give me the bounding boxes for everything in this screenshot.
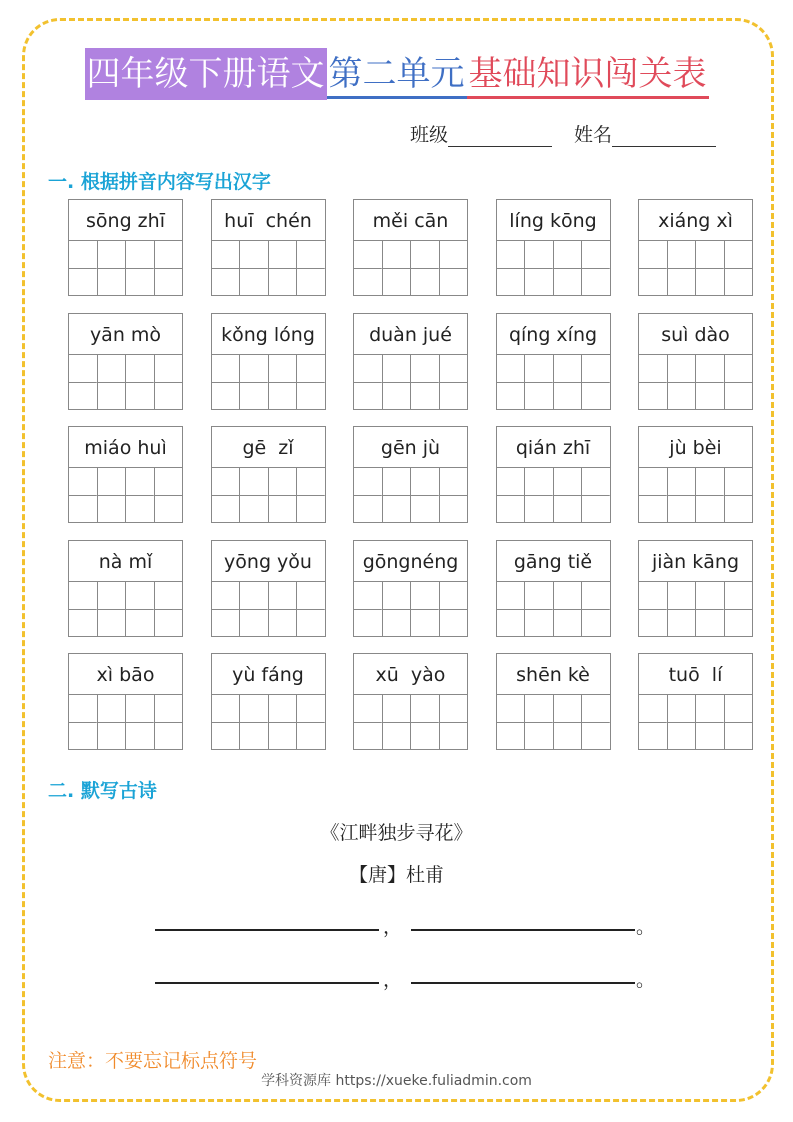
pinyin-cell bbox=[211, 540, 326, 637]
char-box[interactable] bbox=[582, 582, 610, 637]
char-box[interactable] bbox=[639, 355, 668, 410]
pinyin-cell bbox=[211, 426, 326, 523]
pinyin-label: yù fáng bbox=[212, 654, 325, 695]
char-box[interactable] bbox=[411, 355, 440, 410]
pinyin-cell bbox=[211, 199, 326, 296]
pinyin-label: qián zhī bbox=[497, 427, 610, 468]
char-box[interactable] bbox=[440, 582, 468, 637]
char-box[interactable] bbox=[212, 468, 241, 523]
char-box[interactable] bbox=[212, 695, 241, 750]
page-title bbox=[0, 48, 793, 100]
char-box[interactable] bbox=[212, 355, 241, 410]
pinyin-cell bbox=[353, 199, 468, 296]
writing-boxes bbox=[497, 468, 610, 523]
writing-boxes bbox=[354, 241, 467, 296]
pinyin-cell bbox=[353, 653, 468, 750]
char-box[interactable] bbox=[354, 241, 383, 296]
char-box[interactable] bbox=[98, 695, 127, 750]
pinyin-cell bbox=[68, 313, 183, 410]
char-box[interactable] bbox=[696, 355, 725, 410]
char-box[interactable] bbox=[354, 468, 383, 523]
char-box[interactable] bbox=[383, 241, 412, 296]
pinyin-label: xū yào bbox=[354, 654, 467, 695]
char-box[interactable] bbox=[240, 241, 269, 296]
char-box[interactable] bbox=[69, 695, 98, 750]
char-box[interactable] bbox=[126, 468, 155, 523]
pinyin-label: duàn jué bbox=[354, 314, 467, 355]
pinyin-cell bbox=[211, 653, 326, 750]
pinyin-cell bbox=[353, 540, 468, 637]
section1-heading: 一. 根据拼音内容写出汉字 bbox=[48, 171, 271, 193]
pinyin-label: kǒng lóng bbox=[212, 314, 325, 355]
writing-boxes bbox=[497, 582, 610, 637]
char-box[interactable] bbox=[98, 355, 127, 410]
section2-heading: 二. 默写古诗 bbox=[48, 780, 157, 802]
char-box[interactable] bbox=[383, 695, 412, 750]
char-box[interactable] bbox=[126, 582, 155, 637]
char-box[interactable] bbox=[383, 468, 412, 523]
char-box[interactable] bbox=[126, 355, 155, 410]
writing-boxes bbox=[639, 468, 752, 523]
writing-boxes bbox=[354, 695, 467, 750]
title-grade: 四年级下册语文 bbox=[85, 48, 327, 100]
char-box[interactable] bbox=[554, 355, 583, 410]
char-box[interactable] bbox=[725, 468, 753, 523]
char-box[interactable] bbox=[725, 241, 753, 296]
char-box[interactable] bbox=[554, 468, 583, 523]
poem-line-1a[interactable] bbox=[155, 929, 379, 931]
char-box[interactable] bbox=[297, 241, 325, 296]
char-box[interactable] bbox=[155, 468, 183, 523]
char-box[interactable] bbox=[155, 355, 183, 410]
pinyin-label: gāng tiě bbox=[497, 541, 610, 582]
writing-boxes bbox=[497, 241, 610, 296]
char-box[interactable] bbox=[639, 695, 668, 750]
pinyin-label: gē zǐ bbox=[212, 427, 325, 468]
char-box[interactable] bbox=[354, 355, 383, 410]
pinyin-label: miáo huì bbox=[69, 427, 182, 468]
char-box[interactable] bbox=[668, 468, 697, 523]
pinyin-cell bbox=[638, 313, 753, 410]
pinyin-cell bbox=[68, 653, 183, 750]
char-box[interactable] bbox=[582, 468, 610, 523]
char-box[interactable] bbox=[525, 241, 554, 296]
pinyin-cell bbox=[496, 313, 611, 410]
char-box[interactable] bbox=[582, 695, 610, 750]
pinyin-cell bbox=[496, 426, 611, 523]
writing-boxes bbox=[212, 582, 325, 637]
char-box[interactable] bbox=[668, 582, 697, 637]
name-label: 姓名 bbox=[574, 124, 613, 146]
pinyin-label: yōng yǒu bbox=[212, 541, 325, 582]
writing-boxes bbox=[69, 468, 182, 523]
char-box[interactable] bbox=[668, 695, 697, 750]
pinyin-cell bbox=[68, 199, 183, 296]
pinyin-cell bbox=[496, 199, 611, 296]
char-box[interactable] bbox=[497, 695, 526, 750]
pinyin-label: jù bèi bbox=[639, 427, 752, 468]
pinyin-label: líng kōng bbox=[497, 200, 610, 241]
char-box[interactable] bbox=[525, 695, 554, 750]
reminder-note: 注意：不要忘记标点符号 bbox=[48, 1050, 258, 1072]
pinyin-cell bbox=[68, 540, 183, 637]
writing-boxes bbox=[212, 468, 325, 523]
char-box[interactable] bbox=[240, 582, 269, 637]
poem-title: 《江畔独步寻花》 bbox=[320, 822, 473, 844]
char-box[interactable] bbox=[411, 241, 440, 296]
char-box[interactable] bbox=[69, 582, 98, 637]
title-unit: 第二单元 bbox=[327, 52, 467, 99]
writing-boxes bbox=[639, 582, 752, 637]
pinyin-cell bbox=[496, 540, 611, 637]
pinyin-label: měi cān bbox=[354, 200, 467, 241]
char-box[interactable] bbox=[582, 241, 610, 296]
char-box[interactable] bbox=[582, 355, 610, 410]
writing-boxes bbox=[69, 355, 182, 410]
title-subject: 基础知识闯关表 bbox=[467, 52, 709, 99]
char-box[interactable] bbox=[411, 468, 440, 523]
char-box[interactable] bbox=[725, 582, 753, 637]
char-box[interactable] bbox=[411, 695, 440, 750]
char-box[interactable] bbox=[126, 241, 155, 296]
char-box[interactable] bbox=[668, 355, 697, 410]
writing-boxes bbox=[212, 241, 325, 296]
student-info bbox=[410, 120, 716, 147]
name-field[interactable] bbox=[612, 126, 716, 147]
char-box[interactable] bbox=[696, 582, 725, 637]
char-box[interactable] bbox=[497, 241, 526, 296]
writing-boxes bbox=[639, 241, 752, 296]
pinyin-label: huī chén bbox=[212, 200, 325, 241]
char-box[interactable] bbox=[297, 468, 325, 523]
char-box[interactable] bbox=[725, 695, 753, 750]
pinyin-cell bbox=[638, 199, 753, 296]
char-box[interactable] bbox=[69, 468, 98, 523]
char-box[interactable] bbox=[497, 355, 526, 410]
writing-boxes bbox=[69, 582, 182, 637]
char-box[interactable] bbox=[155, 695, 183, 750]
char-box[interactable] bbox=[440, 468, 468, 523]
char-box[interactable] bbox=[240, 468, 269, 523]
pinyin-cell bbox=[496, 653, 611, 750]
char-box[interactable] bbox=[725, 355, 753, 410]
char-box[interactable] bbox=[297, 695, 325, 750]
pinyin-cell bbox=[353, 426, 468, 523]
char-box[interactable] bbox=[525, 468, 554, 523]
char-box[interactable] bbox=[639, 241, 668, 296]
char-box[interactable] bbox=[212, 241, 241, 296]
writing-boxes bbox=[497, 355, 610, 410]
pinyin-label: gōngnéng bbox=[354, 541, 467, 582]
char-box[interactable] bbox=[98, 468, 127, 523]
char-box[interactable] bbox=[212, 582, 241, 637]
char-box[interactable] bbox=[554, 241, 583, 296]
poem-period-1: 。 bbox=[636, 916, 656, 938]
writing-boxes bbox=[639, 355, 752, 410]
pinyin-label: tuō lí bbox=[639, 654, 752, 695]
pinyin-cell bbox=[211, 313, 326, 410]
char-box[interactable] bbox=[525, 582, 554, 637]
writing-boxes bbox=[69, 241, 182, 296]
writing-boxes bbox=[497, 695, 610, 750]
char-box[interactable] bbox=[525, 355, 554, 410]
char-box[interactable] bbox=[98, 241, 127, 296]
char-box[interactable] bbox=[639, 468, 668, 523]
poem-comma-2: ， bbox=[383, 969, 403, 991]
char-box[interactable] bbox=[69, 355, 98, 410]
char-box[interactable] bbox=[240, 355, 269, 410]
pinyin-label: gēn jù bbox=[354, 427, 467, 468]
writing-boxes bbox=[354, 468, 467, 523]
char-box[interactable] bbox=[383, 355, 412, 410]
class-field[interactable] bbox=[448, 126, 552, 147]
pinyin-label: nà mǐ bbox=[69, 541, 182, 582]
char-box[interactable] bbox=[297, 582, 325, 637]
char-box[interactable] bbox=[696, 695, 725, 750]
char-box[interactable] bbox=[297, 355, 325, 410]
pinyin-cell bbox=[638, 653, 753, 750]
pinyin-cell bbox=[638, 540, 753, 637]
pinyin-cell bbox=[353, 313, 468, 410]
char-box[interactable] bbox=[354, 582, 383, 637]
pinyin-label: suì dào bbox=[639, 314, 752, 355]
char-box[interactable] bbox=[269, 241, 298, 296]
writing-boxes bbox=[69, 695, 182, 750]
char-box[interactable] bbox=[155, 582, 183, 637]
pinyin-cell bbox=[638, 426, 753, 523]
char-box[interactable] bbox=[269, 695, 298, 750]
class-label: 班级 bbox=[410, 124, 449, 146]
pinyin-label: qíng xíng bbox=[497, 314, 610, 355]
char-box[interactable] bbox=[440, 695, 468, 750]
char-box[interactable] bbox=[696, 468, 725, 523]
poem-line-2a[interactable] bbox=[155, 982, 379, 984]
footer-source: 学科资源库 https://xueke.fuliadmin.com bbox=[261, 1073, 532, 1089]
char-box[interactable] bbox=[411, 582, 440, 637]
char-box[interactable] bbox=[639, 582, 668, 637]
char-box[interactable] bbox=[383, 582, 412, 637]
writing-boxes bbox=[212, 355, 325, 410]
writing-boxes bbox=[354, 582, 467, 637]
char-box[interactable] bbox=[440, 241, 468, 296]
char-box[interactable] bbox=[69, 241, 98, 296]
char-box[interactable] bbox=[269, 355, 298, 410]
char-box[interactable] bbox=[554, 695, 583, 750]
char-box[interactable] bbox=[497, 582, 526, 637]
pinyin-label: xiáng xì bbox=[639, 200, 752, 241]
char-box[interactable] bbox=[269, 468, 298, 523]
writing-boxes bbox=[639, 695, 752, 750]
char-box[interactable] bbox=[497, 468, 526, 523]
char-box[interactable] bbox=[354, 695, 383, 750]
pinyin-label: shēn kè bbox=[497, 654, 610, 695]
pinyin-label: jiàn kāng bbox=[639, 541, 752, 582]
char-box[interactable] bbox=[696, 241, 725, 296]
char-box[interactable] bbox=[98, 582, 127, 637]
pinyin-label: sōng zhī bbox=[69, 200, 182, 241]
char-box[interactable] bbox=[126, 695, 155, 750]
char-box[interactable] bbox=[269, 582, 298, 637]
poem-line-2b[interactable] bbox=[411, 982, 635, 984]
char-box[interactable] bbox=[440, 355, 468, 410]
pinyin-label: xì bāo bbox=[69, 654, 182, 695]
char-box[interactable] bbox=[155, 241, 183, 296]
poem-comma-1: ， bbox=[383, 916, 403, 938]
poem-author: 【唐】杜甫 bbox=[348, 864, 444, 886]
writing-boxes bbox=[354, 355, 467, 410]
writing-boxes bbox=[212, 695, 325, 750]
char-box[interactable] bbox=[554, 582, 583, 637]
poem-line-1b[interactable] bbox=[411, 929, 635, 931]
char-box[interactable] bbox=[240, 695, 269, 750]
pinyin-label: yān mò bbox=[69, 314, 182, 355]
pinyin-cell bbox=[68, 426, 183, 523]
poem-period-2: 。 bbox=[636, 969, 656, 991]
char-box[interactable] bbox=[668, 241, 697, 296]
